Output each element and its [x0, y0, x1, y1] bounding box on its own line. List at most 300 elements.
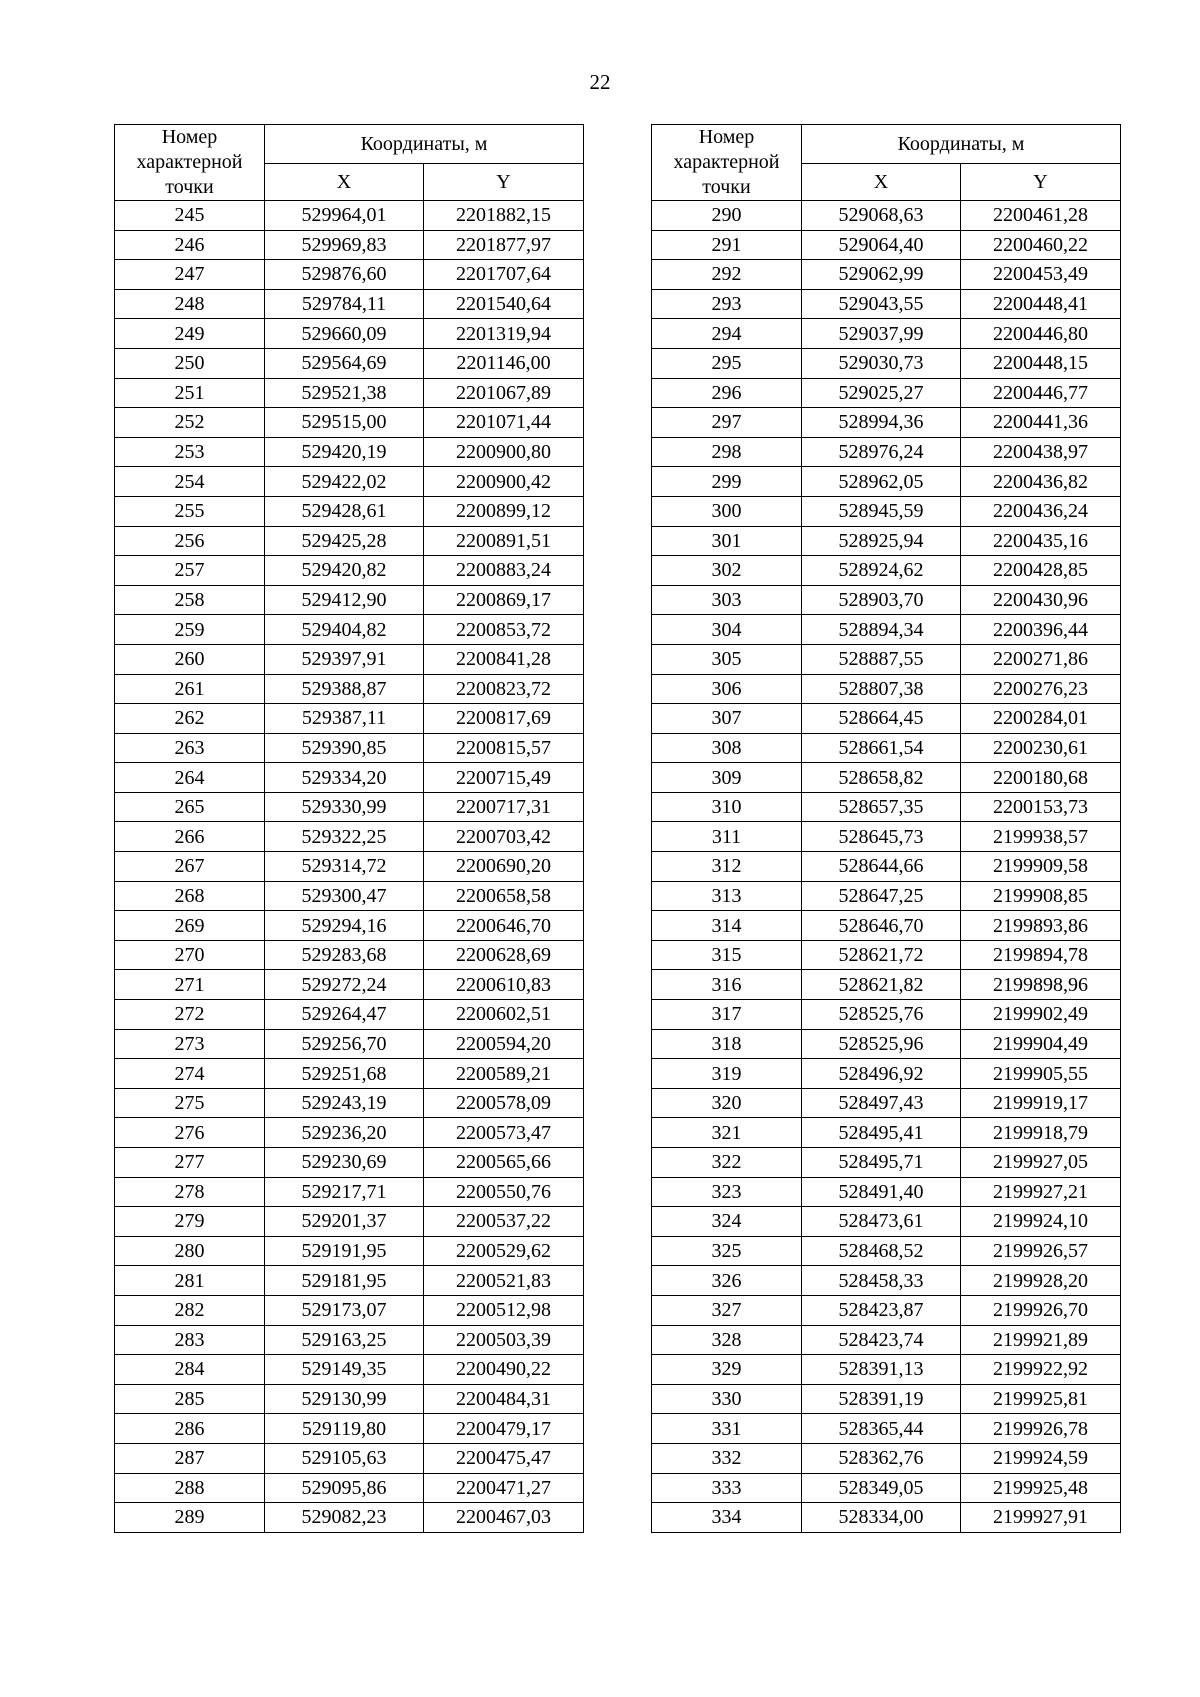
point-number-cell: 252 — [115, 408, 265, 438]
y-coordinate-cell: 2199928,20 — [961, 1266, 1121, 1296]
x-coordinate-cell: 529105,63 — [265, 1443, 424, 1473]
y-coordinate-cell: 2199926,57 — [961, 1236, 1121, 1266]
y-coordinate-cell: 2200715,49 — [424, 763, 584, 793]
table-row — [115, 704, 584, 734]
table-row — [115, 556, 584, 586]
y-coordinate-cell: 2199904,49 — [961, 1029, 1121, 1059]
point-number-cell: 305 — [652, 644, 802, 674]
y-coordinate-cell: 2200475,47 — [424, 1443, 584, 1473]
x-coordinate-cell: 529181,95 — [265, 1266, 424, 1296]
point-number-cell: 266 — [115, 822, 265, 852]
x-coordinate-cell: 528525,76 — [802, 1000, 961, 1030]
table-row — [115, 1355, 584, 1385]
x-coordinate-cell: 529163,25 — [265, 1325, 424, 1355]
x-coordinate-cell: 528807,38 — [802, 674, 961, 704]
table-row — [115, 1503, 584, 1533]
y-coordinate-cell: 2200891,51 — [424, 526, 584, 556]
table-row — [652, 467, 1121, 497]
y-coordinate-cell: 2200460,22 — [961, 230, 1121, 260]
x-coordinate-cell: 529264,47 — [265, 1000, 424, 1030]
x-coordinate-cell: 528945,59 — [802, 496, 961, 526]
point-number-cell: 332 — [652, 1443, 802, 1473]
x-coordinate-cell: 529388,87 — [265, 674, 424, 704]
y-coordinate-cell: 2200817,69 — [424, 704, 584, 734]
point-number-cell: 302 — [652, 556, 802, 586]
y-coordinate-cell: 2200467,03 — [424, 1503, 584, 1533]
x-coordinate-cell: 528924,62 — [802, 556, 961, 586]
y-coordinate-cell: 2200658,58 — [424, 881, 584, 911]
x-coordinate-cell: 528334,00 — [802, 1503, 961, 1533]
y-coordinate-cell: 2199909,58 — [961, 852, 1121, 882]
coordinates-header: Координаты, м — [802, 125, 1121, 164]
y-coordinate-cell: 2199918,79 — [961, 1118, 1121, 1148]
y-coordinate-cell: 2200453,49 — [961, 260, 1121, 290]
point-number-cell: 311 — [652, 822, 802, 852]
y-coordinate-cell: 2200153,73 — [961, 792, 1121, 822]
y-coordinate-cell: 2199938,57 — [961, 822, 1121, 852]
table-row — [115, 1088, 584, 1118]
table-row — [652, 1503, 1121, 1533]
x-coordinate-cell: 528495,41 — [802, 1118, 961, 1148]
x-coordinate-cell: 529428,61 — [265, 496, 424, 526]
x-coordinate-cell: 528621,82 — [802, 970, 961, 1000]
x-coordinate-cell: 528657,35 — [802, 792, 961, 822]
y-coordinate-cell: 2200430,96 — [961, 585, 1121, 615]
table-row — [652, 792, 1121, 822]
point-number-cell: 270 — [115, 940, 265, 970]
table-row — [115, 733, 584, 763]
x-coordinate-cell: 528391,13 — [802, 1355, 961, 1385]
table-row — [652, 970, 1121, 1000]
y-coordinate-cell: 2200529,62 — [424, 1236, 584, 1266]
point-number-cell: 257 — [115, 556, 265, 586]
table-row — [115, 881, 584, 911]
y-coordinate-cell: 2200589,21 — [424, 1059, 584, 1089]
x-coordinate-cell: 529564,69 — [265, 348, 424, 378]
y-coordinate-cell: 2200471,27 — [424, 1473, 584, 1503]
x-coordinate-cell: 529330,99 — [265, 792, 424, 822]
y-coordinate-cell: 2200703,42 — [424, 822, 584, 852]
table-row — [115, 260, 584, 290]
table-row — [652, 378, 1121, 408]
y-coordinate-cell: 2201146,00 — [424, 348, 584, 378]
y-coordinate-cell: 2200550,76 — [424, 1177, 584, 1207]
x-coordinate-cell: 529412,90 — [265, 585, 424, 615]
table-row — [652, 1295, 1121, 1325]
point-number-cell: 312 — [652, 852, 802, 882]
y-coordinate-cell: 2200841,28 — [424, 644, 584, 674]
y-coordinate-cell: 2200271,86 — [961, 644, 1121, 674]
x-coordinate-cell: 529964,01 — [265, 201, 424, 231]
x-coordinate-cell: 528423,87 — [802, 1295, 961, 1325]
point-number-cell: 278 — [115, 1177, 265, 1207]
y-coordinate-cell: 2200815,57 — [424, 733, 584, 763]
table-row — [115, 763, 584, 793]
table-row — [115, 1325, 584, 1355]
point-number-cell: 289 — [115, 1503, 265, 1533]
point-number-cell: 245 — [115, 201, 265, 231]
table-row — [115, 852, 584, 882]
x-coordinate-cell: 529334,20 — [265, 763, 424, 793]
point-number-cell: 258 — [115, 585, 265, 615]
table-row — [652, 733, 1121, 763]
point-number-cell: 325 — [652, 1236, 802, 1266]
table-row — [115, 201, 584, 231]
y-coordinate-cell: 2199927,05 — [961, 1148, 1121, 1178]
point-number-cell: 323 — [652, 1177, 802, 1207]
point-number-cell: 279 — [115, 1207, 265, 1237]
point-number-cell: 263 — [115, 733, 265, 763]
y-coordinate-cell: 2199905,55 — [961, 1059, 1121, 1089]
y-coordinate-cell: 2200900,80 — [424, 437, 584, 467]
table-row — [115, 1266, 584, 1296]
table-row — [652, 1443, 1121, 1473]
x-coordinate-cell: 529422,02 — [265, 467, 424, 497]
x-coordinate-cell: 529876,60 — [265, 260, 424, 290]
point-number-cell: 310 — [652, 792, 802, 822]
point-number-cell: 246 — [115, 230, 265, 260]
table-row — [652, 585, 1121, 615]
x-coordinate-cell: 529062,99 — [802, 260, 961, 290]
x-coordinate-cell: 529387,11 — [265, 704, 424, 734]
x-coordinate-cell: 529030,73 — [802, 348, 961, 378]
x-coordinate-cell: 529397,91 — [265, 644, 424, 674]
y-coordinate-cell: 2200521,83 — [424, 1266, 584, 1296]
x-coordinate-cell: 529082,23 — [265, 1503, 424, 1533]
table-row — [652, 1355, 1121, 1385]
x-coordinate-cell: 528362,76 — [802, 1443, 961, 1473]
y-coordinate-cell: 2200628,69 — [424, 940, 584, 970]
y-coordinate-cell: 2200396,44 — [961, 615, 1121, 645]
point-number-cell: 256 — [115, 526, 265, 556]
x-coordinate-cell: 529217,71 — [265, 1177, 424, 1207]
point-number-cell: 327 — [652, 1295, 802, 1325]
point-number-cell: 328 — [652, 1325, 802, 1355]
point-number-cell: 309 — [652, 763, 802, 793]
y-coordinate-cell: 2200853,72 — [424, 615, 584, 645]
y-coordinate-cell: 2199919,17 — [961, 1088, 1121, 1118]
point-number-cell: 330 — [652, 1384, 802, 1414]
point-number-cell: 255 — [115, 496, 265, 526]
x-coordinate-cell: 529314,72 — [265, 852, 424, 882]
x-coordinate-cell: 528525,96 — [802, 1029, 961, 1059]
x-coordinate-cell: 528644,66 — [802, 852, 961, 882]
y-coordinate-cell: 2201319,94 — [424, 319, 584, 349]
point-number-cell: 324 — [652, 1207, 802, 1237]
y-coordinate-cell: 2200503,39 — [424, 1325, 584, 1355]
y-coordinate-cell: 2200883,24 — [424, 556, 584, 586]
point-number-cell: 288 — [115, 1473, 265, 1503]
y-coordinate-cell: 2200180,68 — [961, 763, 1121, 793]
point-number-cell: 322 — [652, 1148, 802, 1178]
point-number-cell: 264 — [115, 763, 265, 793]
x-coordinate-cell: 528976,24 — [802, 437, 961, 467]
x-coordinate-cell: 529236,20 — [265, 1118, 424, 1148]
point-number-cell: 282 — [115, 1295, 265, 1325]
point-number-cell: 304 — [652, 615, 802, 645]
table-row — [115, 230, 584, 260]
table-row — [652, 319, 1121, 349]
table-row — [652, 615, 1121, 645]
y-coordinate-cell: 2199925,81 — [961, 1384, 1121, 1414]
y-coordinate-cell: 2200578,09 — [424, 1088, 584, 1118]
coordinates-header: Координаты, м — [265, 125, 584, 164]
point-number-cell: 318 — [652, 1029, 802, 1059]
point-number-cell: 326 — [652, 1266, 802, 1296]
table-row — [652, 1384, 1121, 1414]
y-coordinate-cell: 2200230,61 — [961, 733, 1121, 763]
y-coordinate-cell: 2201540,64 — [424, 289, 584, 319]
y-coordinate-cell: 2200602,51 — [424, 1000, 584, 1030]
table-row — [115, 319, 584, 349]
table-row — [115, 615, 584, 645]
x-coordinate-cell: 528894,34 — [802, 615, 961, 645]
y-coordinate-cell: 2200610,83 — [424, 970, 584, 1000]
x-coordinate-cell: 529043,55 — [802, 289, 961, 319]
table-row — [652, 496, 1121, 526]
point-number-cell: 294 — [652, 319, 802, 349]
x-coordinate-cell: 528497,43 — [802, 1088, 961, 1118]
table-row — [115, 378, 584, 408]
x-coordinate-cell: 528496,92 — [802, 1059, 961, 1089]
y-coordinate-cell: 2200900,42 — [424, 467, 584, 497]
x-coordinate-cell: 529425,28 — [265, 526, 424, 556]
table-row — [652, 408, 1121, 438]
x-coordinate-cell: 528887,55 — [802, 644, 961, 674]
point-number-cell: 285 — [115, 1384, 265, 1414]
point-number-cell: 295 — [652, 348, 802, 378]
coordinates-table-left — [114, 124, 584, 1533]
point-number-cell: 272 — [115, 1000, 265, 1030]
x-coordinate-cell: 529515,00 — [265, 408, 424, 438]
x-coordinate-cell: 528646,70 — [802, 911, 961, 941]
y-coordinate-cell: 2199926,78 — [961, 1414, 1121, 1444]
table-row — [652, 526, 1121, 556]
table-row — [652, 437, 1121, 467]
y-coordinate-cell: 2199902,49 — [961, 1000, 1121, 1030]
table-row — [115, 1000, 584, 1030]
y-coordinate-cell: 2201707,64 — [424, 260, 584, 290]
table-row — [652, 1414, 1121, 1444]
point-number-cell: 314 — [652, 911, 802, 941]
point-number-cell: 319 — [652, 1059, 802, 1089]
y-coordinate-cell: 2199898,96 — [961, 970, 1121, 1000]
table-row — [652, 1000, 1121, 1030]
point-number-header: Номер характерной точки — [115, 125, 265, 201]
point-number-cell: 303 — [652, 585, 802, 615]
point-number-cell: 271 — [115, 970, 265, 1000]
y-coordinate-cell: 2200490,22 — [424, 1355, 584, 1385]
point-number-cell: 315 — [652, 940, 802, 970]
table-row — [652, 822, 1121, 852]
y-coordinate-cell: 2199926,70 — [961, 1295, 1121, 1325]
x-coordinate-cell: 528647,25 — [802, 881, 961, 911]
table-row — [115, 1177, 584, 1207]
table-row — [652, 852, 1121, 882]
x-coordinate-cell: 529037,99 — [802, 319, 961, 349]
x-coordinate-cell: 529420,82 — [265, 556, 424, 586]
y-coordinate-cell: 2201882,15 — [424, 201, 584, 231]
point-number-cell: 265 — [115, 792, 265, 822]
point-number-cell: 284 — [115, 1355, 265, 1385]
table-row — [115, 289, 584, 319]
table-body — [652, 201, 1121, 1533]
point-number-cell: 299 — [652, 467, 802, 497]
point-number-cell: 292 — [652, 260, 802, 290]
point-number-cell: 254 — [115, 467, 265, 497]
x-coordinate-cell: 529068,63 — [802, 201, 961, 231]
table-row — [115, 348, 584, 378]
x-coordinate-cell: 529404,82 — [265, 615, 424, 645]
x-coordinate-cell: 529300,47 — [265, 881, 424, 911]
x-coordinate-cell: 528661,54 — [802, 733, 961, 763]
point-number-header: Номер характерной точки — [652, 125, 802, 201]
x-coordinate-cell: 528458,33 — [802, 1266, 961, 1296]
point-number-cell: 259 — [115, 615, 265, 645]
point-number-cell: 260 — [115, 644, 265, 674]
point-number-cell: 277 — [115, 1148, 265, 1178]
y-coordinate-cell: 2200823,72 — [424, 674, 584, 704]
x-coordinate-cell: 529521,38 — [265, 378, 424, 408]
table-row — [115, 1236, 584, 1266]
page-number: 22 — [589, 70, 611, 94]
table-row — [652, 1473, 1121, 1503]
x-coordinate-cell: 529064,40 — [802, 230, 961, 260]
y-coordinate-cell: 2199924,59 — [961, 1443, 1121, 1473]
table-body — [115, 201, 584, 1533]
y-coordinate-cell: 2200284,01 — [961, 704, 1121, 734]
x-coordinate-cell: 529025,27 — [802, 378, 961, 408]
y-coordinate-cell: 2200448,41 — [961, 289, 1121, 319]
x-coordinate-cell: 528495,71 — [802, 1148, 961, 1178]
table-row — [115, 911, 584, 941]
point-number-cell: 331 — [652, 1414, 802, 1444]
table-row — [115, 644, 584, 674]
point-number-cell: 248 — [115, 289, 265, 319]
y-coordinate-cell: 2200646,70 — [424, 911, 584, 941]
table-row — [652, 1177, 1121, 1207]
y-coordinate-cell: 2199927,21 — [961, 1177, 1121, 1207]
x-coordinate-cell: 529322,25 — [265, 822, 424, 852]
point-number-cell: 268 — [115, 881, 265, 911]
table-row — [652, 289, 1121, 319]
table-row — [115, 1414, 584, 1444]
x-coordinate-cell: 528423,74 — [802, 1325, 961, 1355]
table-row — [115, 1029, 584, 1059]
coordinates-table-right — [651, 124, 1121, 1533]
table-row — [652, 201, 1121, 231]
point-number-cell: 276 — [115, 1118, 265, 1148]
point-number-cell: 320 — [652, 1088, 802, 1118]
y-coordinate-cell: 2199925,48 — [961, 1473, 1121, 1503]
table-row — [115, 1473, 584, 1503]
x-coordinate-cell: 529660,09 — [265, 319, 424, 349]
table-row — [115, 792, 584, 822]
y-coordinate-cell: 2200717,31 — [424, 792, 584, 822]
point-number-cell: 262 — [115, 704, 265, 734]
y-coordinate-cell: 2200448,15 — [961, 348, 1121, 378]
x-coordinate-cell: 529390,85 — [265, 733, 424, 763]
table-row — [115, 467, 584, 497]
x-coordinate-cell: 529420,19 — [265, 437, 424, 467]
table-row — [115, 1118, 584, 1148]
table-row — [652, 704, 1121, 734]
table-row — [652, 1088, 1121, 1118]
y-coordinate-cell: 2200436,82 — [961, 467, 1121, 497]
x-coordinate-cell: 528468,52 — [802, 1236, 961, 1266]
y-header: Y — [961, 164, 1121, 201]
table-row — [652, 1236, 1121, 1266]
table-row — [115, 496, 584, 526]
x-coordinate-cell: 529173,07 — [265, 1295, 424, 1325]
point-number-cell: 290 — [652, 201, 802, 231]
point-number-cell: 313 — [652, 881, 802, 911]
x-coordinate-cell: 529191,95 — [265, 1236, 424, 1266]
point-number-cell: 334 — [652, 1503, 802, 1533]
y-coordinate-cell: 2200446,77 — [961, 378, 1121, 408]
y-coordinate-cell: 2200438,97 — [961, 437, 1121, 467]
table-row — [652, 644, 1121, 674]
point-number-cell: 249 — [115, 319, 265, 349]
table-row — [652, 1325, 1121, 1355]
table-row — [652, 1207, 1121, 1237]
point-number-cell: 308 — [652, 733, 802, 763]
table-row — [652, 556, 1121, 586]
table-row — [652, 348, 1121, 378]
point-number-cell: 273 — [115, 1029, 265, 1059]
point-number-cell: 274 — [115, 1059, 265, 1089]
y-coordinate-cell: 2200869,17 — [424, 585, 584, 615]
table-row — [115, 526, 584, 556]
x-coordinate-cell: 528664,45 — [802, 704, 961, 734]
y-coordinate-cell: 2200690,20 — [424, 852, 584, 882]
x-coordinate-cell: 529969,83 — [265, 230, 424, 260]
table-row — [115, 1148, 584, 1178]
y-coordinate-cell: 2200276,23 — [961, 674, 1121, 704]
x-coordinate-cell: 529294,16 — [265, 911, 424, 941]
point-number-cell: 316 — [652, 970, 802, 1000]
point-number-cell: 269 — [115, 911, 265, 941]
y-coordinate-cell: 2201877,97 — [424, 230, 584, 260]
table-row — [652, 1029, 1121, 1059]
y-coordinate-cell: 2199927,91 — [961, 1503, 1121, 1533]
x-coordinate-cell: 528658,82 — [802, 763, 961, 793]
x-coordinate-cell: 528365,44 — [802, 1414, 961, 1444]
y-coordinate-cell: 2200441,36 — [961, 408, 1121, 438]
x-coordinate-cell: 529251,68 — [265, 1059, 424, 1089]
x-coordinate-cell: 529119,80 — [265, 1414, 424, 1444]
y-coordinate-cell: 2199893,86 — [961, 911, 1121, 941]
y-coordinate-cell: 2199924,10 — [961, 1207, 1121, 1237]
point-number-cell: 283 — [115, 1325, 265, 1355]
x-coordinate-cell: 529272,24 — [265, 970, 424, 1000]
table-row — [115, 1059, 584, 1089]
y-coordinate-cell: 2200594,20 — [424, 1029, 584, 1059]
y-coordinate-cell: 2200537,22 — [424, 1207, 584, 1237]
table-row — [652, 1266, 1121, 1296]
x-coordinate-cell: 529784,11 — [265, 289, 424, 319]
x-coordinate-cell: 529149,35 — [265, 1355, 424, 1385]
x-coordinate-cell: 528621,72 — [802, 940, 961, 970]
x-coordinate-cell: 529243,19 — [265, 1088, 424, 1118]
y-coordinate-cell: 2200899,12 — [424, 496, 584, 526]
y-coordinate-cell: 2199908,85 — [961, 881, 1121, 911]
y-coordinate-cell: 2200461,28 — [961, 201, 1121, 231]
x-coordinate-cell: 528349,05 — [802, 1473, 961, 1503]
y-coordinate-cell: 2201067,89 — [424, 378, 584, 408]
x-coordinate-cell: 528903,70 — [802, 585, 961, 615]
point-number-cell: 293 — [652, 289, 802, 319]
